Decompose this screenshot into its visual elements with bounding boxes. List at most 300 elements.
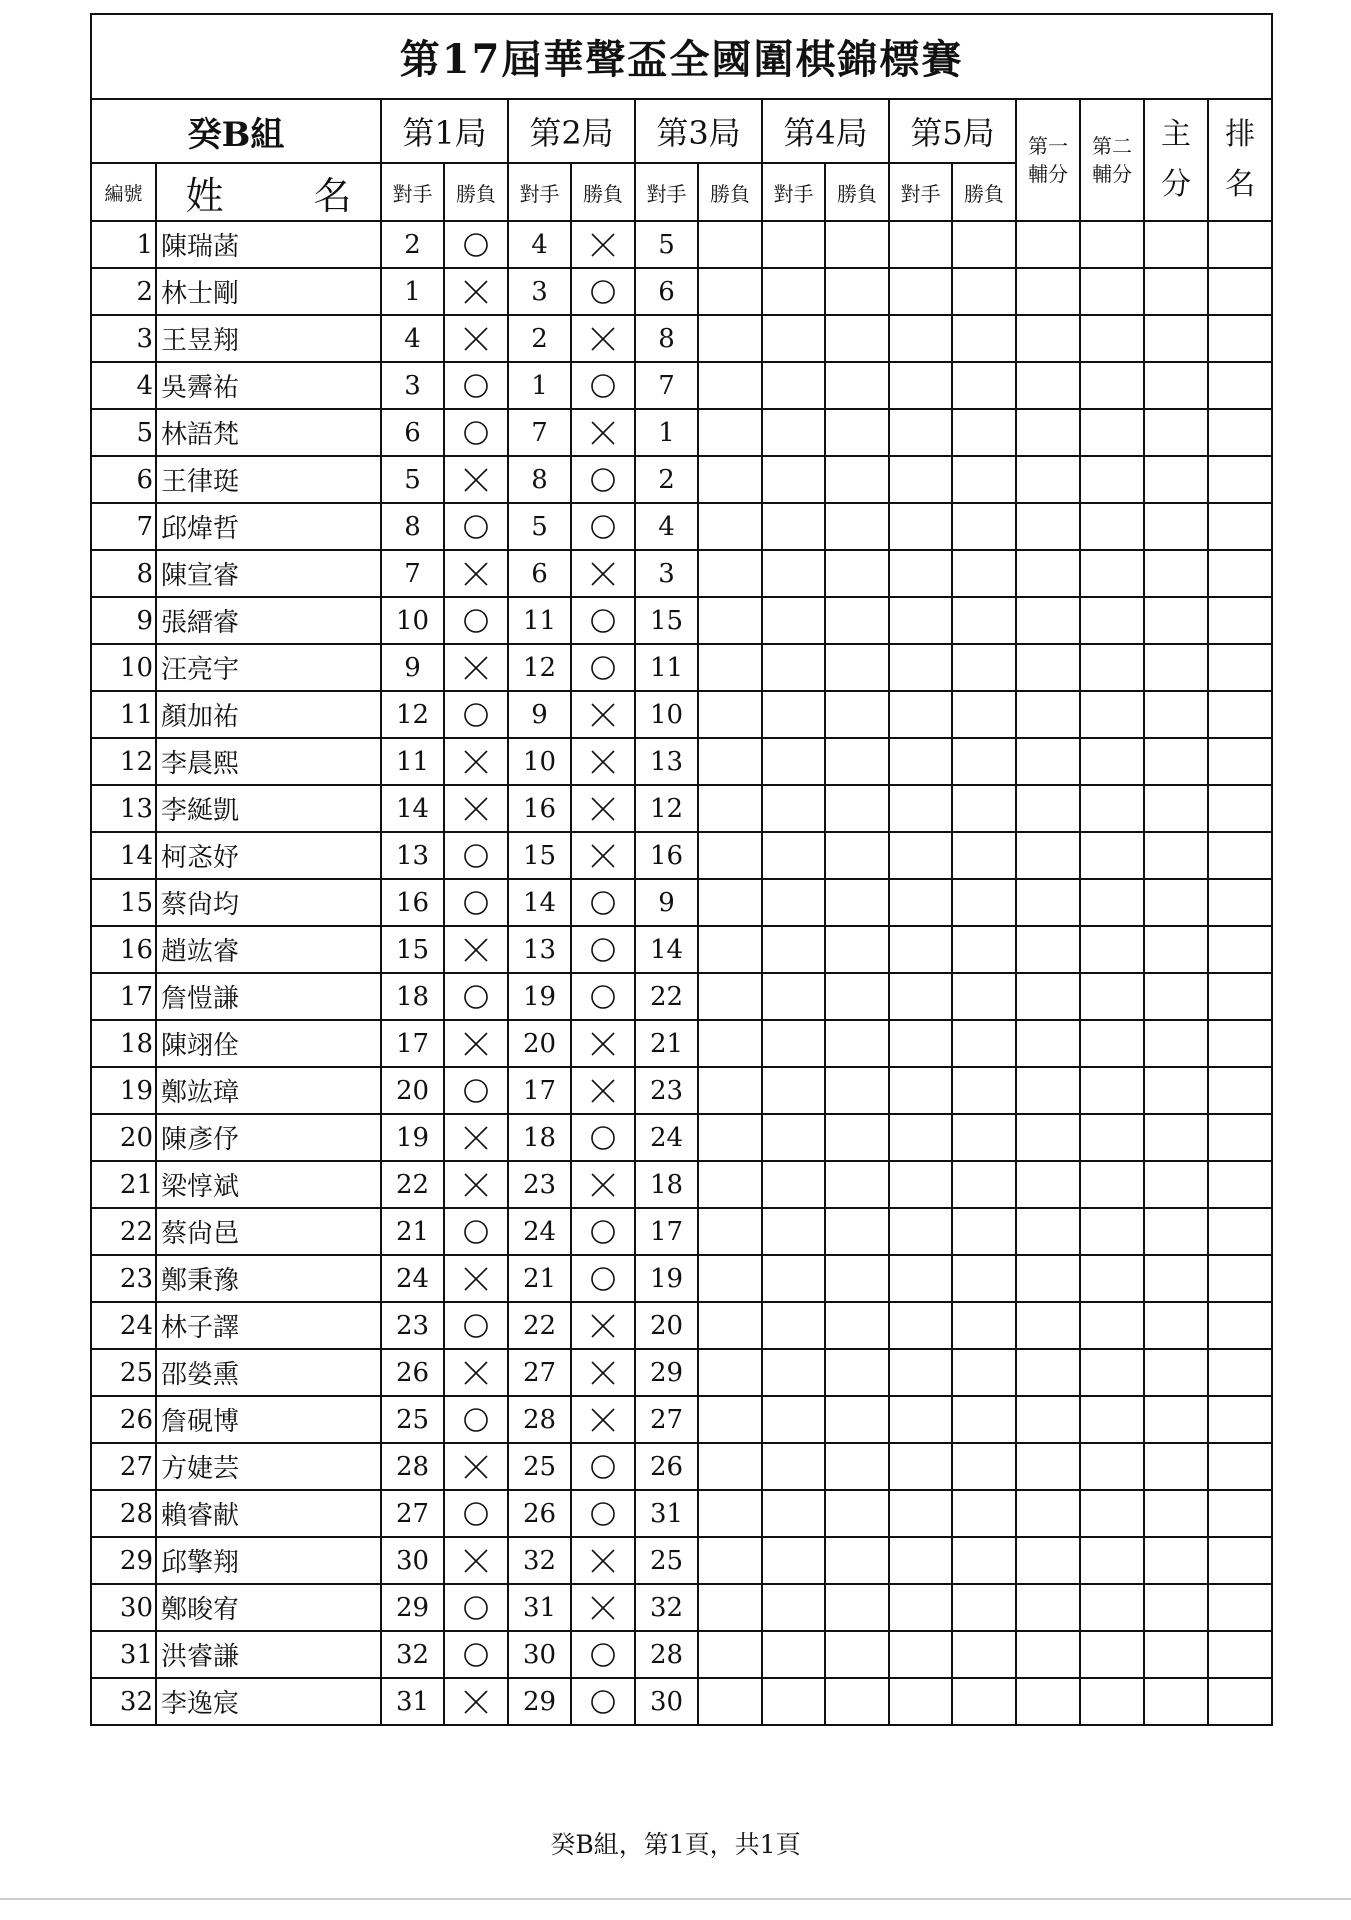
win-circle-icon [465,422,487,444]
tiebreak-2-score [1080,1161,1144,1208]
name-header [156,163,381,221]
player-number: 14 [91,832,156,879]
round-5-result [952,926,1016,973]
round-2-result [571,1631,635,1678]
result-header: 勝負 [825,163,889,221]
round-4-result [825,315,889,362]
main-score [1144,503,1208,550]
player-name: 李逸宸 [156,1678,381,1725]
round-1-result [444,1020,508,1067]
round-3-result [698,1302,762,1349]
round-2-opponent: 8 [508,456,571,503]
round-4-opponent [762,1208,825,1255]
round-3-opponent: 14 [635,926,698,973]
round-4-opponent [762,1114,825,1161]
round-4-result [825,1349,889,1396]
round-5-opponent [889,1584,952,1631]
round-1-opponent: 18 [381,973,444,1020]
win-circle-icon [461,982,491,1012]
round-1-opponent: 1 [381,268,444,315]
round-1-opponent: 16 [381,879,444,926]
tiebreak-1-score [1016,597,1080,644]
tiebreak-2-score [1080,1114,1144,1161]
win-circle-icon [461,888,491,918]
tiebreak-2-score [1080,503,1144,550]
round-5-opponent [889,409,952,456]
main-score [1144,1208,1208,1255]
round-5-result [952,1584,1016,1631]
round-4-result [825,221,889,268]
round-1-result [444,1255,508,1302]
win-circle-icon [592,986,614,1008]
win-circle-icon [588,1452,618,1482]
round-2-result [571,644,635,691]
player-row [91,832,1272,879]
round-5-opponent [889,1537,952,1584]
opponent-header: 對手 [635,163,698,221]
player-name: 陳宣睿 [156,550,381,597]
player-row [91,1396,1272,1443]
win-circle-icon [461,1311,491,1341]
loss-cross-icon [588,1358,618,1388]
main-score [1144,1020,1208,1067]
results-sheet [90,13,1270,1800]
round-2-result [571,268,635,315]
round-3-result [698,1349,762,1396]
player-row [91,1631,1272,1678]
tiebreak-1-score [1016,1490,1080,1537]
round-5-result [952,1255,1016,1302]
round-1-result [444,1114,508,1161]
round-4-result [825,597,889,644]
rank [1208,785,1272,832]
player-name: 詹硯博 [156,1396,381,1443]
round-5-opponent [889,1396,952,1443]
round-1-result [444,1443,508,1490]
round-5-result [952,1349,1016,1396]
loss-cross-icon [588,559,618,589]
round-4-result [825,785,889,832]
round-4-result [825,268,889,315]
round-4-opponent [762,221,825,268]
round-4-opponent [762,1255,825,1302]
round-2-result [571,691,635,738]
round-3-opponent: 15 [635,597,698,644]
round-5-result [952,1537,1016,1584]
player-row [91,597,1272,644]
round-2-opponent: 23 [508,1161,571,1208]
player-number: 30 [91,1584,156,1631]
tiebreak-1-score [1016,362,1080,409]
round-4-opponent [762,879,825,926]
win-circle-icon [461,841,491,871]
round-1-opponent: 6 [381,409,444,456]
tiebreak-1-score [1016,832,1080,879]
player-name: 李綖凱 [156,785,381,832]
win-circle-icon [465,1315,487,1337]
tiebreak-1-score [1016,1208,1080,1255]
round-4-header: 第4局 [762,99,889,163]
loss-cross-icon [588,1546,618,1576]
win-circle-icon [592,1221,614,1243]
win-circle-icon [592,1456,614,1478]
player-name: 林子譯 [156,1302,381,1349]
round-5-opponent [889,1631,952,1678]
player-number: 12 [91,738,156,785]
tiebreak-1-top: 第一 [1028,134,1068,158]
results-table [90,13,1273,1726]
tiebreak-1-score [1016,1678,1080,1725]
player-row [91,691,1272,738]
win-circle-icon [588,1123,618,1153]
win-circle-icon [465,610,487,632]
round-4-opponent [762,738,825,785]
round-3-opponent: 19 [635,1255,698,1302]
round-3-result [698,1208,762,1255]
round-1-result [444,1584,508,1631]
round-3-result [698,597,762,644]
main-score [1144,456,1208,503]
main-score [1144,1161,1208,1208]
tiebreak-2-score [1080,1443,1144,1490]
player-row [91,1584,1272,1631]
round-4-opponent [762,362,825,409]
round-1-result [444,362,508,409]
round-5-result [952,1020,1016,1067]
round-3-result [698,926,762,973]
round-3-opponent: 5 [635,221,698,268]
main-score [1144,926,1208,973]
rank [1208,879,1272,926]
round-1-opponent: 22 [381,1161,444,1208]
round-5-opponent [889,1443,952,1490]
round-1-opponent: 23 [381,1302,444,1349]
round-5-opponent [889,1067,952,1114]
win-circle-icon [461,1405,491,1435]
round-5-result [952,597,1016,644]
round-5-result [952,1678,1016,1725]
tiebreak-1-score [1016,456,1080,503]
round-5-header: 第5局 [889,99,1016,163]
round-1-result [444,691,508,738]
round-4-result [825,1537,889,1584]
loss-cross-icon [461,559,491,589]
rank [1208,926,1272,973]
player-row [91,1161,1272,1208]
main-score [1144,1584,1208,1631]
round-1-result [444,268,508,315]
main-score [1144,738,1208,785]
round-5-result [952,691,1016,738]
tiebreak-2-score [1080,1396,1144,1443]
round-5-result [952,644,1016,691]
rank [1208,315,1272,362]
main-score [1144,1396,1208,1443]
round-1-result [444,738,508,785]
tiebreak-1-score [1016,503,1080,550]
round-5-opponent [889,926,952,973]
player-number: 15 [91,879,156,926]
round-4-result [825,1302,889,1349]
round-4-opponent [762,1349,825,1396]
loss-cross-icon [588,324,618,354]
round-3-result [698,691,762,738]
round-5-result [952,268,1016,315]
rank [1208,1678,1272,1725]
loss-cross-icon [588,1593,618,1623]
round-3-opponent: 17 [635,1208,698,1255]
player-row [91,644,1272,691]
round-1-result [444,409,508,456]
round-3-result [698,738,762,785]
player-number: 24 [91,1302,156,1349]
result-header: 勝負 [571,163,635,221]
round-3-opponent: 23 [635,1067,698,1114]
player-number: 7 [91,503,156,550]
round-4-opponent [762,973,825,1020]
win-circle-icon [592,1644,614,1666]
round-3-result [698,456,762,503]
win-circle-icon [588,1264,618,1294]
tiebreak-2-score [1080,879,1144,926]
round-3-opponent: 31 [635,1490,698,1537]
round-3-opponent: 21 [635,1020,698,1067]
player-row [91,1443,1272,1490]
loss-cross-icon [461,1264,491,1294]
win-circle-icon [461,700,491,730]
round-4-opponent [762,268,825,315]
win-circle-icon [461,1593,491,1623]
tiebreak-1-score [1016,1396,1080,1443]
round-4-result [825,1631,889,1678]
round-1-opponent: 17 [381,1020,444,1067]
round-4-opponent [762,926,825,973]
round-1-opponent: 30 [381,1537,444,1584]
player-name: 洪睿謙 [156,1631,381,1678]
player-name: 鄭晙宥 [156,1584,381,1631]
main-score [1144,1631,1208,1678]
win-circle-icon [461,1076,491,1106]
player-row [91,1255,1272,1302]
round-3-result [698,832,762,879]
tiebreak-2-score [1080,973,1144,1020]
round-2-opponent: 14 [508,879,571,926]
player-name: 李晨熙 [156,738,381,785]
player-name: 蔡尙邑 [156,1208,381,1255]
loss-cross-icon [588,1311,618,1341]
round-3-opponent: 32 [635,1584,698,1631]
player-number: 16 [91,926,156,973]
round-4-result [825,503,889,550]
opponent-header: 對手 [508,163,571,221]
tiebreak-2-score [1080,1067,1144,1114]
round-5-opponent [889,456,952,503]
round-3-opponent: 20 [635,1302,698,1349]
tiebreak-2-score [1080,1302,1144,1349]
main-score [1144,409,1208,456]
round-4-opponent [762,1067,825,1114]
round-1-result [444,456,508,503]
tiebreak-1-score [1016,1302,1080,1349]
round-5-result [952,832,1016,879]
main-score [1144,1349,1208,1396]
rank [1208,221,1272,268]
round-4-opponent [762,1443,825,1490]
win-circle-icon [588,653,618,683]
round-2-result [571,221,635,268]
name-header-second: 名 [313,173,352,218]
player-name: 林士剛 [156,268,381,315]
round-1-result [444,1067,508,1114]
round-2-result [571,1161,635,1208]
round-5-result [952,1396,1016,1443]
tiebreak-2-score [1080,268,1144,315]
tiebreak-2-score [1080,926,1144,973]
tiebreak-2-score [1080,1255,1144,1302]
tiebreak-1-score [1016,1114,1080,1161]
round-1-opponent: 24 [381,1255,444,1302]
player-name: 鄭竑璋 [156,1067,381,1114]
win-circle-icon [588,1640,618,1670]
player-name: 王律珽 [156,456,381,503]
round-1-opponent: 20 [381,1067,444,1114]
player-name: 詹愷謙 [156,973,381,1020]
tiebreak-1-score [1016,1067,1080,1114]
loss-cross-icon [461,1687,491,1717]
loss-cross-icon [461,935,491,965]
round-1-opponent: 3 [381,362,444,409]
player-row [91,1490,1272,1537]
rank [1208,832,1272,879]
round-4-opponent [762,1161,825,1208]
tiebreak-2-score [1080,550,1144,597]
round-2-opponent: 15 [508,832,571,879]
rank [1208,1020,1272,1067]
player-row [91,1349,1272,1396]
round-5-result [952,503,1016,550]
round-1-opponent: 29 [381,1584,444,1631]
round-5-result [952,1302,1016,1349]
round-2-result [571,1302,635,1349]
rank [1208,1255,1272,1302]
tiebreak-2-header [1080,99,1144,221]
round-1-opponent: 5 [381,456,444,503]
round-1-result [444,597,508,644]
rank [1208,1396,1272,1443]
round-3-opponent: 1 [635,409,698,456]
player-number: 32 [91,1678,156,1725]
rank [1208,644,1272,691]
win-circle-icon [465,704,487,726]
round-4-opponent [762,597,825,644]
round-5-opponent [889,362,952,409]
win-circle-icon [592,1127,614,1149]
round-5-result [952,409,1016,456]
result-header: 勝負 [698,163,762,221]
round-3-opponent: 7 [635,362,698,409]
tiebreak-1-score [1016,1255,1080,1302]
round-2-opponent: 29 [508,1678,571,1725]
player-number: 5 [91,409,156,456]
round-3-result [698,1678,762,1725]
win-circle-icon [465,892,487,914]
player-name: 邵嫈熏 [156,1349,381,1396]
player-row [91,550,1272,597]
round-3-opponent: 18 [635,1161,698,1208]
round-4-result [825,691,889,738]
player-row [91,315,1272,362]
win-circle-icon [592,1503,614,1525]
loss-cross-icon [461,1170,491,1200]
round-4-result [825,644,889,691]
rank [1208,1067,1272,1114]
round-2-opponent: 6 [508,550,571,597]
round-5-result [952,1208,1016,1255]
player-name: 邱擎翔 [156,1537,381,1584]
round-1-opponent: 4 [381,315,444,362]
win-circle-icon [588,606,618,636]
player-number: 6 [91,456,156,503]
loss-cross-icon [588,1076,618,1106]
round-3-result [698,1443,762,1490]
tiebreak-2-score [1080,785,1144,832]
round-1-opponent: 25 [381,1396,444,1443]
round-4-result [825,362,889,409]
player-row [91,926,1272,973]
main-score [1144,691,1208,738]
round-2-result [571,973,635,1020]
round-1-opponent: 15 [381,926,444,973]
main-score [1144,1255,1208,1302]
tiebreak-2-score [1080,1020,1144,1067]
main-score [1144,1443,1208,1490]
main-score [1144,1067,1208,1114]
round-2-result [571,832,635,879]
round-3-opponent: 30 [635,1678,698,1725]
round-1-opponent: 27 [381,1490,444,1537]
win-circle-icon [465,516,487,538]
player-name: 柯忞妤 [156,832,381,879]
round-5-opponent [889,644,952,691]
tiebreak-2-score [1080,832,1144,879]
round-2-result [571,456,635,503]
player-number: 26 [91,1396,156,1443]
round-2-opponent: 28 [508,1396,571,1443]
player-name: 蔡尙均 [156,879,381,926]
round-3-result [698,362,762,409]
rank-header [1208,99,1272,221]
round-3-result [698,644,762,691]
round-3-result [698,221,762,268]
round-2-result [571,1114,635,1161]
round-1-result [444,926,508,973]
player-number: 3 [91,315,156,362]
round-2-result [571,1208,635,1255]
round-3-opponent: 28 [635,1631,698,1678]
player-row [91,1537,1272,1584]
tiebreak-1-score [1016,221,1080,268]
round-5-result [952,879,1016,926]
round-2-opponent: 31 [508,1584,571,1631]
loss-cross-icon [588,700,618,730]
player-row [91,362,1272,409]
main-score [1144,597,1208,644]
tiebreak-1-score [1016,268,1080,315]
win-circle-icon [461,606,491,636]
round-4-opponent [762,785,825,832]
player-row [91,738,1272,785]
player-number: 18 [91,1020,156,1067]
